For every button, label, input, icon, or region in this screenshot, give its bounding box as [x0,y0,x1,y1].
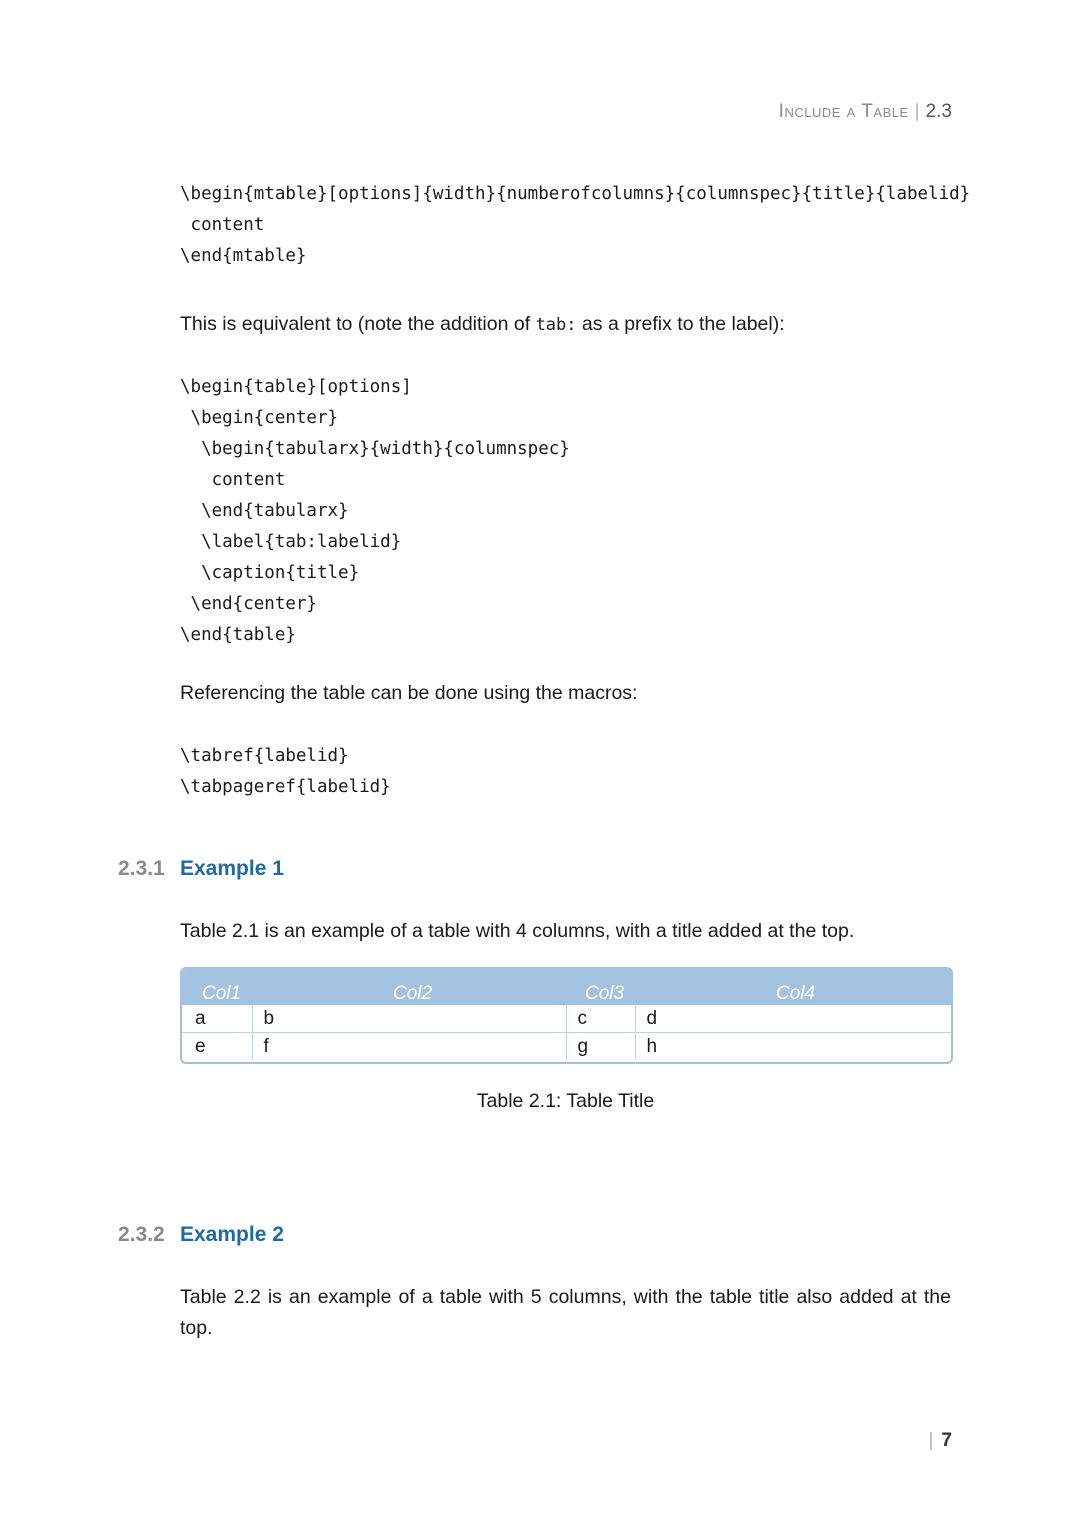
table-cell: f [252,1033,566,1061]
page-footer [928,1430,952,1452]
table-cell: b [252,1005,566,1033]
section-heading-example-1 [118,857,284,881]
inline-code-tab: tab: [535,315,577,335]
table-caption: Table 2.1: Table Title [476,1090,655,1112]
running-header [779,101,952,123]
section-title: Example 1 [180,857,284,880]
data-table [182,969,951,1060]
paragraph-equivalent-text-1: This is equivalent to (note the addition of [180,313,536,335]
paragraph-example-1: Table 2.1 is an example of a table with 4 columns, with a title added at the top. [180,920,855,942]
footer-separator: | [928,1430,934,1451]
section-number: 2.3.1 [118,857,165,880]
table-cell: h [635,1033,951,1061]
table-header-cell: Col3 [585,983,625,1004]
code-block-table: \begin{table}[options] \begin{center} \begin{tabularx}{width}{columnspec} content \end{tabularx} \label{tab:labelid} \caption{title} \end{center} \end{table} [180,377,570,645]
table-cell: e [182,1033,252,1061]
table-row [182,1005,951,1033]
table-header-cell: Col4 [776,983,816,1004]
header-separator: | [914,101,920,122]
paragraph-equivalent [180,309,785,341]
section-number: 2.3.2 [118,1223,165,1246]
example-table [180,967,953,1064]
header-section-number: 2.3 [925,101,952,122]
paragraph-equivalent-text-2: as a prefix to the label): [576,313,785,335]
section-heading-example-2 [118,1223,284,1247]
table-cell: c [566,1005,635,1033]
table-header-row [182,969,951,1005]
table-cell: g [566,1033,635,1061]
table-header-cell: Col1 [202,983,242,1004]
table-cell: d [646,1008,658,1029]
paragraph-referencing: Referencing the table can be done using the macros: [180,682,638,704]
running-title: Include a Table [778,101,909,122]
code-block-ref-macros: \tabref{labelid} \tabpageref{labelid} [180,746,391,797]
paragraph-example-2: Table 2.2 is an example of a table with 5 columns, with the table title also added at the top. [180,1286,951,1339]
page-number: 7 [941,1430,952,1451]
table-cell: a [182,1005,252,1033]
table-header-cell: Col2 [393,983,433,1004]
code-block-mtable: \begin{mtable}[options]{width}{numberofcolumns}{columnspec}{title}{labelid} content \end{mtable} [180,184,971,266]
table-row [182,1033,951,1061]
section-title: Example 2 [180,1223,284,1246]
